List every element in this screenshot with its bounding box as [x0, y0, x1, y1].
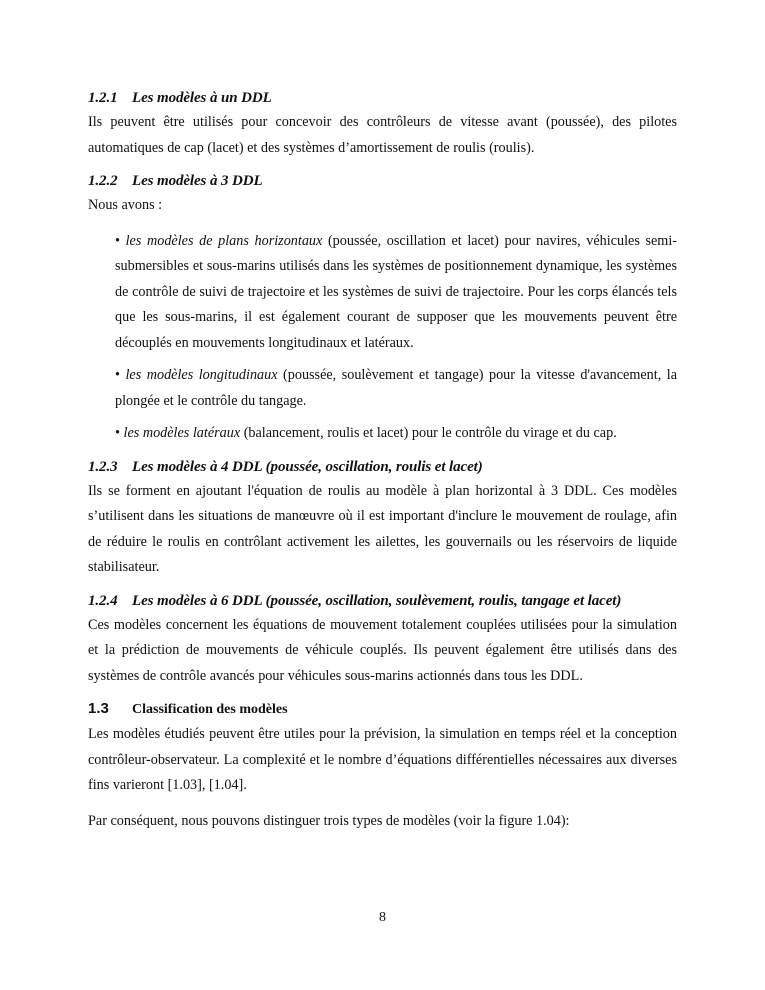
list-item-emphasis: les modèles longitudinaux	[125, 367, 278, 383]
paragraph: Nous avons :	[88, 197, 163, 213]
heading-1-2-3	[88, 457, 677, 477]
heading-title: Classification des modèles	[132, 702, 288, 717]
section-1-2-3	[88, 457, 677, 581]
bullet-marker: •	[115, 367, 120, 383]
heading-title: Les modèles à 6 DDL (poussée, oscillation, soulèvement, roulis, tangage et lacet)	[132, 592, 622, 609]
list-item-emphasis: les modèles latéraux	[123, 425, 241, 441]
list-item-text: (balancement, roulis et lacet) pour le contrôle du virage et du cap.	[240, 425, 617, 441]
bullet-marker: •	[115, 232, 120, 249]
heading-title: Les modèles à 3 DDL	[132, 173, 263, 189]
list-item-emphasis: les modèles de plans horizontaux	[125, 232, 323, 249]
heading-1-2-2	[88, 171, 677, 191]
heading-number: 1.2.4	[88, 592, 118, 609]
paragraph: Ces modèles concernent les équations de mouvement totalement couplées utilisées pour la simulation et la prédiction de mouvements de véhicule couplés. Ils peuvent également être utilisés dans des systèmes de contrôle avancés pour véhicules sous-marins actionnés dans tous les DDL.	[88, 616, 677, 684]
heading-number: 1.3	[88, 700, 109, 717]
heading-1-3	[88, 699, 677, 720]
list-item-text: (poussée, soulèvement et tangage) pour la vitesse d'avancement, la plongée et le contrôle du tangage.	[115, 367, 677, 409]
list-item	[115, 363, 677, 414]
section-1-2-4	[88, 591, 677, 690]
list-item	[115, 421, 677, 447]
heading-1-2-4	[88, 591, 677, 611]
heading-title: Les modèles à 4 DDL (poussée, oscillation, roulis et lacet)	[132, 458, 483, 475]
paragraph: Par conséquent, nous pouvons distinguer trois types de modèles (voir la figure 1.04):	[88, 812, 570, 829]
heading-number: 1.2.3	[88, 458, 118, 475]
section-1-3	[88, 699, 677, 834]
paragraph: Les modèles étudiés peuvent être utiles pour la prévision, la simulation en temps réel et la conception contrôleur-observateur. La complexité et le nombre d’équations différentielles nécessaires aux diverses fins varieront [1.03], [1.04].	[88, 726, 677, 793]
heading-title: Les modèles à un DDL	[132, 90, 272, 106]
bullet-marker: •	[115, 425, 120, 441]
heading-number: 1.2.1	[88, 90, 118, 106]
heading-number: 1.2.2	[88, 173, 118, 189]
paragraph: Ils se forment en ajoutant l'équation de roulis au modèle à plan horizontal à 3 DDL. Ces modèles s’utilisent dans les situations de manœuvre où il est important d'inclure le mouvement de roulage, afin de réduire le roulis en contrôlant activement les ailettes, les gouvernails ou les réservoirs de liquide stabilisateur.	[88, 482, 677, 575]
bullet-list	[115, 229, 677, 447]
heading-1-2-1	[88, 88, 677, 108]
page-number: 8	[379, 910, 386, 925]
list-item	[115, 229, 677, 357]
page-content	[88, 88, 677, 844]
paragraph: Ils peuvent être utilisés pour concevoir des contrôleurs de vitesse avant (poussée), des pilotes automatiques de cap (lacet) et des systèmes d’amortissement de roulis (roulis).	[88, 114, 677, 156]
section-1-2-2	[88, 171, 677, 447]
list-item-text: (poussée, oscillation et lacet) pour navires, véhicules semi-submersibles et sous-marins utilisés dans les systèmes de positionnement dynamique, les systèmes de contrôle de suivi de trajectoire et les systèmes de suivi de trajectoire. Pour les corps élancés tels que les sous-marins, il est également courant de supposer que les mouvements peuvent être découplés en mouvements longitudinaux et latéraux.	[115, 232, 678, 351]
section-1-2-1	[88, 88, 677, 161]
